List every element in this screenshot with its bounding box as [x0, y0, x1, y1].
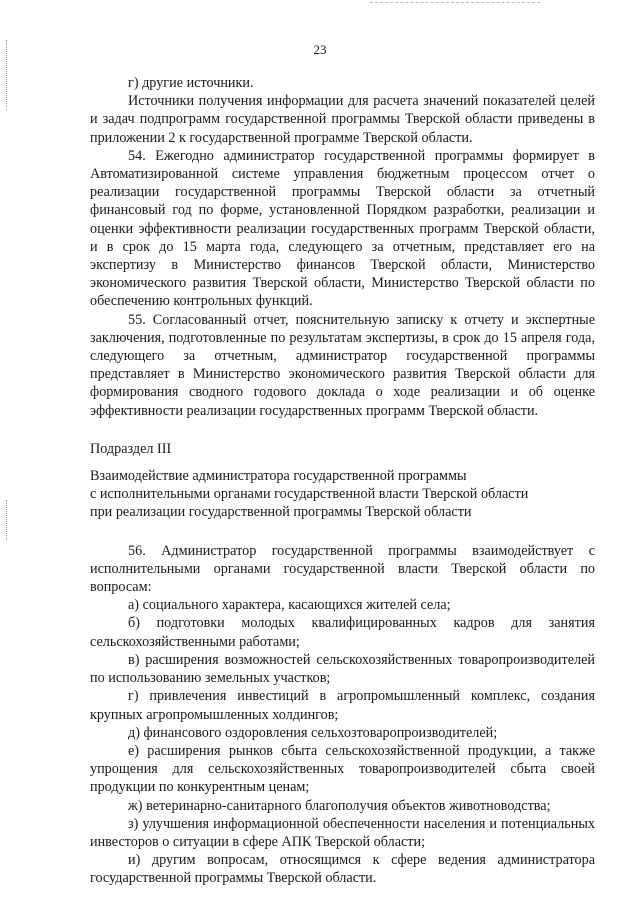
list-item: ж) ветеринарно-санитарного благополучия объектов животноводства; [128, 797, 551, 814]
subsection-heading [90, 440, 595, 522]
list-item: д) финансового оздоровления сельхозтоваропроизводителей; [128, 724, 498, 741]
list-item: в) расширения возможностей сельскохозяйственных товаропроизводителей по использованию земельных участков; [90, 651, 595, 687]
page-number: 23 [313, 42, 327, 57]
paragraph: 56. Администратор государственной программы взаимодействует с исполнительными органами государственной власти Тверской области по вопросам: [90, 542, 595, 596]
document-body [90, 74, 595, 888]
paragraph: г) другие источники. [128, 75, 254, 91]
margin-scan-mark [6, 500, 9, 540]
list-item: з) улучшения информационной обеспеченности населения и потенциальных инвесторов о ситуации в сфере АПК Тверской области; [90, 815, 595, 850]
paragraph: Источники получения информации для расчета значений показателей целей и задач подпрограмм государственной программы Тверской области приведены в приложении 2 к государственной программе Тверской области. [90, 93, 595, 146]
subsection-title-line: при реализации государственной программы Тверской области [90, 504, 472, 521]
paragraph: 55. Согласованный отчет, пояснительную записку к отчету и экспертные заключения, подготовленные по результатам экспертизы, в срок до 15 апреля года, следующего за отчетным, администратор государственной программы представляет в Министерство экономического развития Тверской области для формирования сводного годового доклада о ходе реализации и об оценке эффективности реализации государственных программ Тверской области. [90, 311, 595, 419]
list-item: г) привлечения инвестиций в агропромышленный комплекс, создания крупных агропромышленных холдингов; [90, 688, 595, 723]
subsection-title-line: с исполнительными органами государственной власти Тверской области [90, 486, 529, 503]
list-item: а) социального характера, касающихся жителей села; [128, 597, 451, 614]
scan-artifact [370, 2, 540, 5]
paragraph: 54. Ежегодно администратор государственной программы формирует в Автоматизированной системе управления бюджетным процессом отчет о реализации государственной программы Тверской области за отчетный финансовый год по форме, установленной Порядком разработки, реализации и оценки эффективности реализации государственных программ Тверской области, и в срок до 15 марта года, следующего за отчетным, представляет его на экспертизу в Министерство финансов Тверской области, Министерство экономического развития Тверской области, Министерство Тверской области по обеспечению контрольных функций. [90, 147, 595, 310]
list-item: б) подготовки молодых квалифицированных кадров для занятия сельскохозяйственными работами; [90, 615, 595, 650]
list-item: е) расширения рынков сбыта сельскохозяйственной продукции, а также упрощения для сельскохозяйственных товаропроизводителей сбыта своей продукции по конкурентным ценам; [90, 742, 595, 796]
list-item: и) другим вопросам, относящимся к сфере ведения администратора государственной программы Тверской области. [90, 852, 595, 887]
subsection-label: Подраздел III [90, 440, 172, 457]
subsection-title-line: Взаимодействие администратора государственной программы [90, 468, 467, 485]
